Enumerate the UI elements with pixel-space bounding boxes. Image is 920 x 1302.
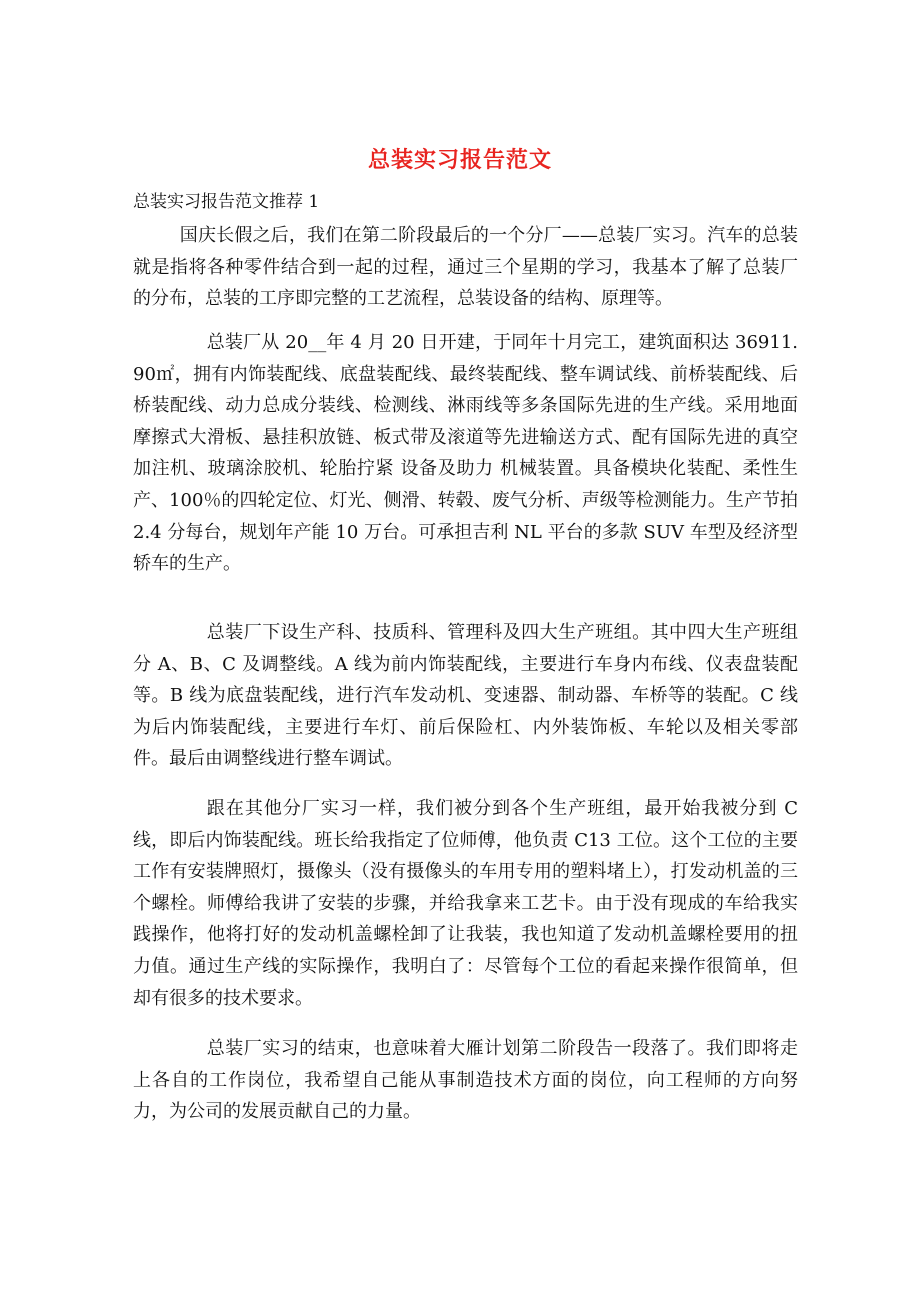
paragraph-2: 总装厂从 20__年 4 月 20 日开建，于同年十月完工，建筑面积达 36911.90㎡，拥有内饰装配线、底盘装配线、最终装配线、整车调试线、前桥装配线、后桥装配线、动力总成分装线、检测线、淋雨线等多条国际先进的生产线。采用地面摩擦式大滑板、悬挂积放链、板式带及滚道等先进输送方式、配有国际先进的真空加注机、玻璃涂胶机、轮胎拧紧 设备及助力 机械装置。具备模块化装配、柔性生产、100％的四轮定位、灯光、侧滑、转毂、废气分析、声级等检测能力。生产节拍 2.4 分每台，规划年产能 10 万台。可承担吉利 NL 平台的多款 SUV 车型及经济型轿车的生产。 <box>133 332 798 575</box>
paragraph-3: 总装厂下设生产科、技质科、管理科及四大生产班组。其中四大生产班组分 A、B、C 及调整线。A 线为前内饰装配线，主要进行车身内布线、仪表盘装配等。B 线为底盘装配线，进行汽车发动机、变速器、制动器、车桥等的装配。C 线为后内饰装配线，主要进行车灯、前后保险杠、内外装饰板、车轮以及相关零部件。最后由调整线进行整车调试。 <box>133 622 798 770</box>
paragraph-4: 跟在其他分厂实习一样，我们被分到各个生产班组，最开始我被分到 C 线，即后内饰装配线。班长给我指定了位师傅，他负责 C13 工位。这个工位的主要工作有安装牌照灯，摄像头（没有摄像头的车用专用的塑料堵上），打发动机盖的三个螺栓。师傅给我讲了安装的步骤，并给我拿来工艺卡。由于没有现成的车给我实践操作，他将打好的发动机盖螺栓卸了让我装，我也知道了发动机盖螺栓要用的扭力值。通过生产线的实际操作，我明白了：尽管每个工位的看起来操作很简单，但却有很多的技术要求。 <box>133 798 798 1009</box>
document-subtitle: 总装实习报告范文推荐 1 <box>133 192 320 212</box>
document-title: 总装实习报告范文 <box>367 147 552 173</box>
paragraph-5: 总装厂实习的结束，也意味着大雁计划第二阶段告一段落了。我们即将走上各自的工作岗位，我希望自己能从事制造技术方面的岗位，向工程师的方向努力，为公司的发展贡献自己的力量。 <box>133 1038 798 1123</box>
paragraph-1: 国庆长假之后，我们在第二阶段最后的一个分厂——总装厂实习。汽车的总装就是指将各种零件结合到一起的过程，通过三个星期的学习，我基本了解了总装厂的分布，总装的工序即完整的工艺流程，总装设备的结构、原理等。 <box>133 225 798 310</box>
